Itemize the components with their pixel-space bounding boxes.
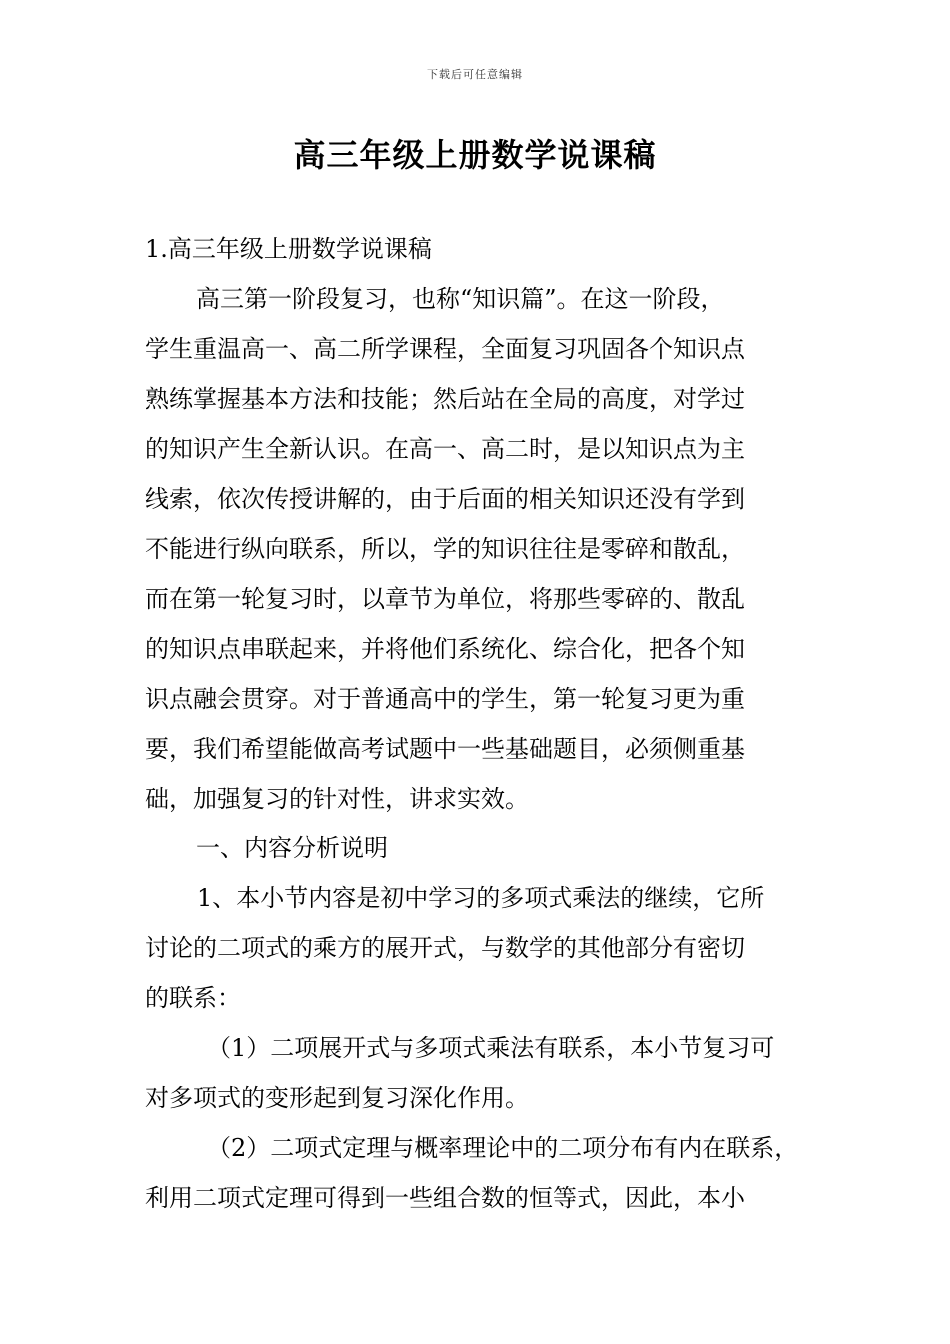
list-item-line: （2）二项式定理与概率理论中的二项分布有内在联系， bbox=[207, 1134, 799, 1162]
paragraph-line: 线索，依次传授讲解的，由于后面的相关知识还没有学到 bbox=[145, 485, 745, 513]
paragraph-line: 要，我们希望能做高考试题中一些基础题目，必须侧重基 bbox=[145, 735, 745, 763]
paragraph-line: 讨论的二项式的乘方的展开式，与数学的其他部分有密切 bbox=[145, 934, 745, 962]
paragraph-line: 的联系： bbox=[145, 984, 241, 1012]
paragraph-line: 1、本小节内容是初中学习的多项式乘法的继续，它所 bbox=[197, 884, 765, 912]
paragraph-line: 不能进行纵向联系，所以，学的知识往往是零碎和散乱， bbox=[145, 535, 745, 563]
paragraph-line: 熟练掌握基本方法和技能；然后站在全局的高度，对学过 bbox=[145, 385, 745, 413]
paragraph-line: 的知识点串联起来，并将他们系统化、综合化，把各个知 bbox=[145, 635, 745, 663]
paragraph-line: 的知识产生全新认识。在高一、高二时，是以知识点为主 bbox=[145, 435, 745, 463]
section-heading: 1.高三年级上册数学说课稿 bbox=[145, 235, 432, 263]
paragraph-line: 学生重温高一、高二所学课程，全面复习巩固各个知识点 bbox=[145, 335, 745, 363]
paragraph-line: 利用二项式定理可得到一些组合数的恒等式，因此，本小 bbox=[145, 1184, 745, 1212]
header-note: 下载后可任意编辑 bbox=[427, 68, 523, 81]
list-item-line: （1）二项展开式与多项式乘法有联系，本小节复习可 bbox=[207, 1034, 775, 1062]
paragraph-line: 对多项式的变形起到复习深化作用。 bbox=[145, 1084, 529, 1112]
paragraph-line: 高三第一阶段复习，也称“知识篇”。在这一阶段， bbox=[196, 285, 725, 313]
paragraph-line: 础，加强复习的针对性，讲求实效。 bbox=[145, 785, 529, 813]
paragraph-line: 而在第一轮复习时，以章节为单位，将那些零碎的、散乱 bbox=[145, 585, 745, 613]
document-title: 高三年级上册数学说课稿 bbox=[293, 136, 657, 174]
paragraph-line: 识点融会贯穿。对于普通高中的学生，第一轮复习更为重 bbox=[145, 685, 745, 713]
subsection-heading: 一、内容分析说明 bbox=[196, 834, 388, 862]
